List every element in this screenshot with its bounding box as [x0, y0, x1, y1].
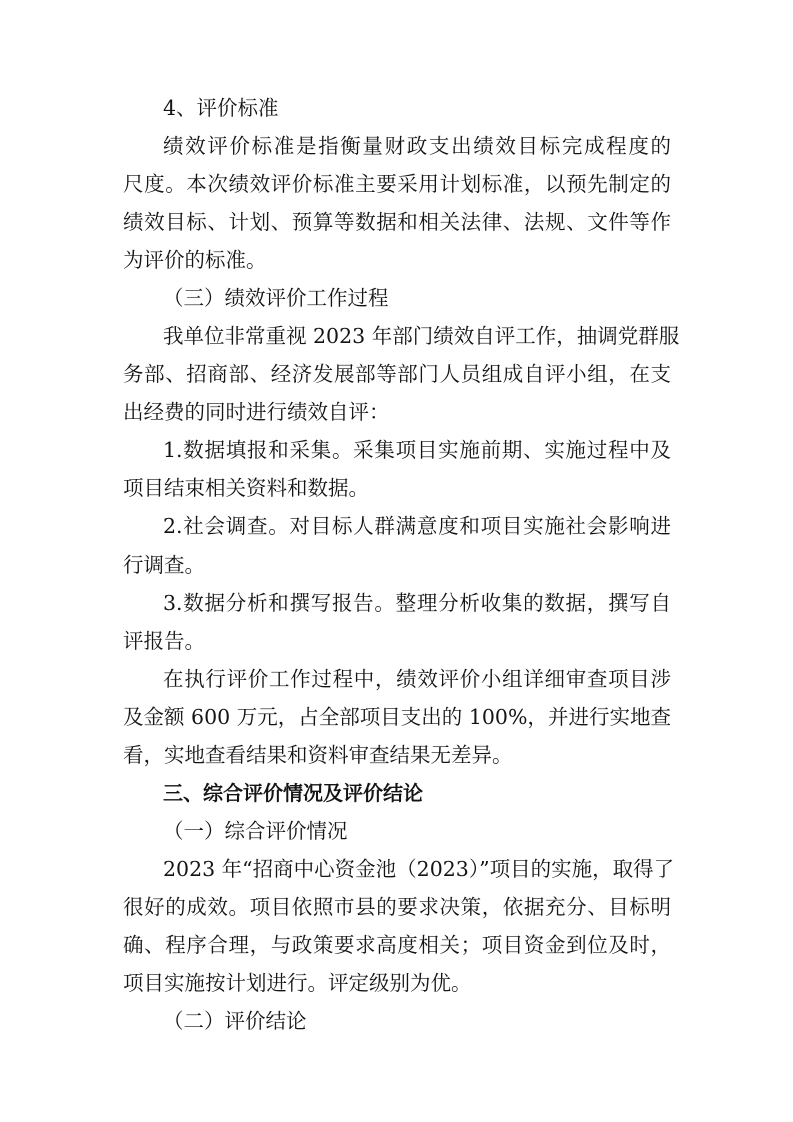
list-item-report-writing-cont: 评报告。: [123, 629, 205, 653]
paragraph-line: 绩效评价标准是指衡量财政支出绩效目标完成程度的: [163, 134, 671, 158]
paragraph-line: 项目实施按计划进行。评定级别为优。: [123, 971, 472, 995]
paragraph-line: 在执行评价工作过程中，绩效评价小组详细审查项目涉: [163, 667, 671, 691]
paragraph-line: 确、程序合理，与政策要求高度相关；项目资金到位及时，: [123, 933, 671, 957]
subheading-overall-situation: （一）综合评价情况: [163, 819, 348, 843]
paragraph-line: 2023 年“招商中心资金池（2023）”项目的实施，取得了: [163, 857, 675, 881]
list-item-data-collection: 1.数据填报和采集。采集项目实施前期、实施过程中及: [163, 438, 671, 462]
paragraph-line: 很好的成效。项目依照市县的要求决策，依据充分、目标明: [123, 895, 671, 919]
paragraph-line: 务部、招商部、经济发展部等部门人员组成自评小组，在支: [123, 362, 671, 386]
paragraph-line: 我单位非常重视 2023 年部门绩效自评工作，抽调党群服: [163, 324, 680, 348]
paragraph-line: 尺度。本次绩效评价标准主要采用计划标准，以预先制定的: [123, 172, 671, 196]
heading-evaluation-standard: 4、评价标准: [163, 96, 279, 120]
list-item-data-collection-cont: 项目结束相关资料和数据。: [123, 476, 369, 500]
list-item-social-survey-cont: 行调查。: [123, 553, 205, 577]
heading-work-process: （三）绩效评价工作过程: [163, 286, 389, 310]
list-item-social-survey: 2.社会调查。对目标人群满意度和项目实施社会影响进: [163, 514, 671, 538]
paragraph-line: 及金额 600 万元，占全部项目支出的 100%，并进行实地查: [123, 705, 671, 729]
paragraph-line: 为评价的标准。: [123, 248, 267, 272]
list-item-report-writing: 3.数据分析和撰写报告。整理分析收集的数据，撰写自: [163, 591, 671, 615]
paragraph-line: 看，实地查看结果和资料审查结果无差异。: [123, 743, 513, 767]
paragraph-line: 出经费的同时进行绩效自评：: [123, 400, 390, 424]
subheading-conclusion: （二）评价结论: [163, 1009, 307, 1033]
section-heading-overall-evaluation: 三、综合评价情况及评价结论: [163, 781, 423, 805]
paragraph-line: 绩效目标、计划、预算等数据和相关法律、法规、文件等作: [123, 210, 671, 234]
